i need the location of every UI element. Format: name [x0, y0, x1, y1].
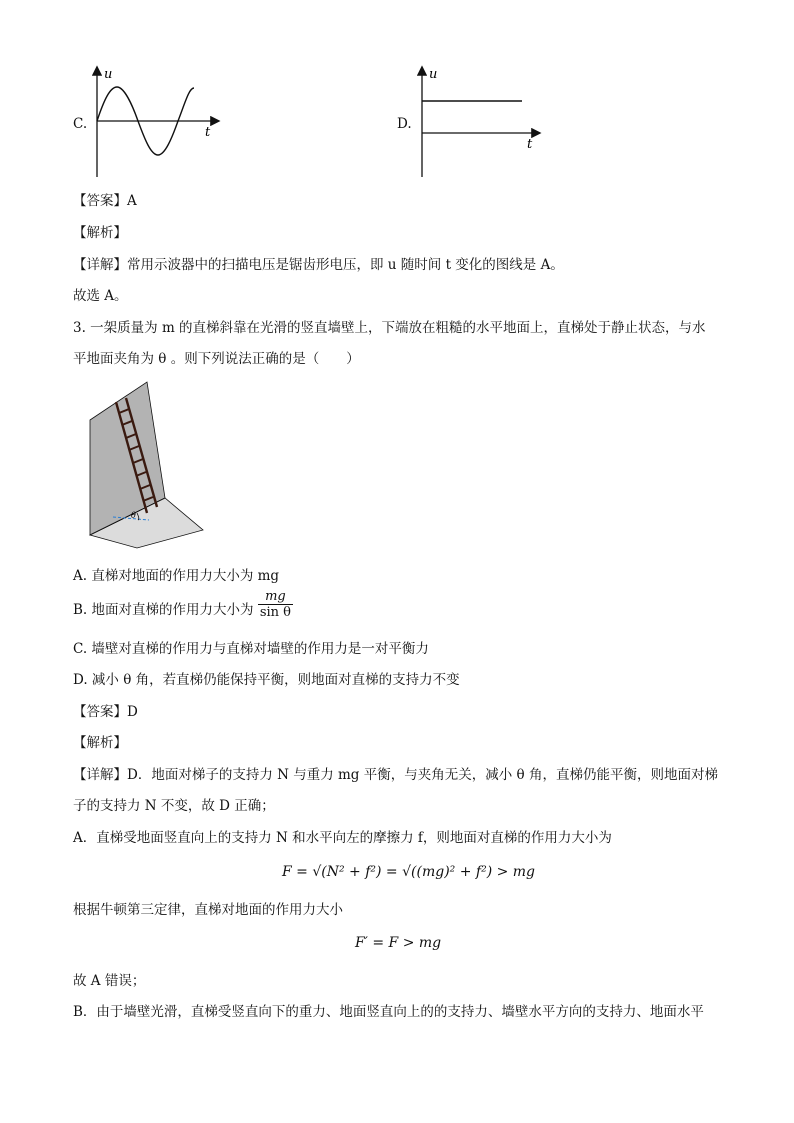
option-b-fraction: [258, 589, 293, 620]
equation-2: F′ = F > mg: [355, 935, 442, 951]
option-c-graph: [90, 60, 230, 180]
t-axis-label: t: [205, 125, 211, 140]
equation-1: F = √(N² + f²) = √((mg)² + f²) > mg: [282, 864, 536, 880]
question-3-line-1: 3. 一架质量为 m 的直梯斜靠在光滑的竖直墙壁上，下端放在粗糙的水平地面上，直梯处于静止状态，与水: [73, 320, 706, 336]
option-b-text: B. 地面对直梯的作用力大小为: [73, 602, 254, 618]
answer-1: 【答案】A: [73, 193, 137, 209]
analysis-1: 【解析】: [73, 225, 127, 241]
fraction-denominator: sin θ: [259, 605, 291, 620]
detail-2-line-1: 【详解】D．地面对梯子的支持力 N 与重力 mg 平衡，与夹角无关，减小 θ 角，直梯仍能平衡，则地面对梯: [73, 767, 718, 783]
b-explanation: B．由于墙壁光滑，直梯受竖直向下的重力、地面竖直向上的的支持力、墙壁水平方向的支持力、地面水平: [73, 1004, 704, 1020]
option-d-label: D.: [397, 116, 412, 132]
analysis-2: 【解析】: [73, 735, 127, 751]
ladder-figure: [85, 380, 205, 550]
option-d-graph: [415, 60, 550, 180]
fraction-numerator: mg: [258, 589, 293, 605]
option-c: C. 墙壁对直梯的作用力与直梯对墙壁的作用力是一对平衡力: [73, 641, 429, 657]
option-b: [73, 589, 293, 620]
t-axis-label: t: [527, 137, 533, 152]
choose-1: 故选 A。: [73, 288, 128, 304]
detail-1: 【详解】常用示波器中的扫描电压是锯齿形电压，即 u 随时间 t 变化的图线是 A。: [73, 257, 564, 273]
newton-third-law: 根据牛顿第三定律，直梯对地面的作用力大小: [73, 902, 343, 918]
detail-2-line-2: 子的支持力 N 不变，故 D 正确；: [73, 798, 275, 814]
u-axis-label: u: [429, 67, 438, 82]
answer-2: 【答案】D: [73, 704, 138, 720]
option-d: D. 减小 θ 角，若直梯仍能保持平衡，则地面对直梯的支持力不变: [73, 672, 460, 688]
a-explanation: A．直梯受地面竖直向上的支持力 N 和水平向左的摩擦力 f，则地面对直梯的作用力大小为: [73, 830, 612, 846]
option-a: A. 直梯对地面的作用力大小为 mg: [73, 568, 280, 584]
question-3-line-2: 平地面夹角为 θ 。则下列说法正确的是（ ）: [73, 351, 360, 367]
a-wrong: 故 A 错误；: [73, 973, 146, 989]
u-axis-label: u: [104, 67, 113, 82]
theta-label: θ: [131, 511, 136, 520]
option-c-label: C.: [73, 116, 88, 132]
